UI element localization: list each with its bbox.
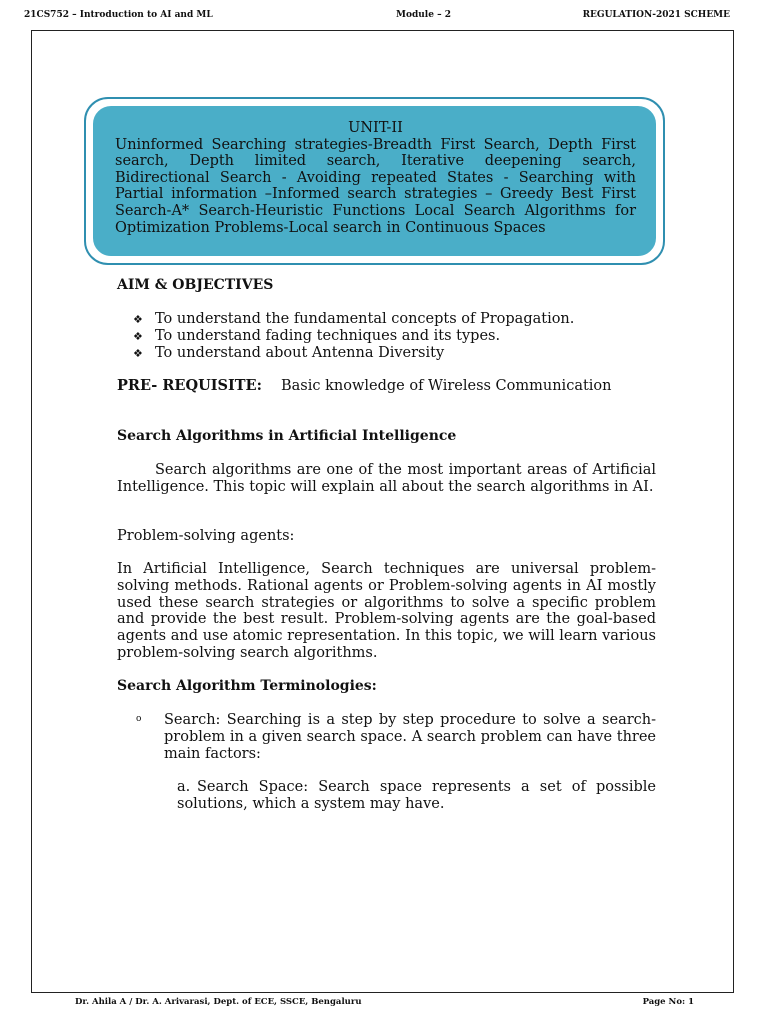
section-heading-terminologies: Search Algorithm Terminologies: — [117, 678, 377, 694]
objectives-list — [133, 311, 574, 362]
list-item — [133, 345, 574, 362]
sub-list-text: Search Space: Search space represents a set of possible solutions, which a system may have. — [177, 779, 656, 812]
circle-bullet-icon: o — [136, 714, 142, 724]
prerequisite — [117, 377, 612, 394]
prerequisite-label: PRE- REQUISITE: — [117, 377, 262, 394]
header-course-code: 21CS752 – Introduction to AI and ML — [24, 10, 213, 20]
paragraph-intro: Search algorithms are one of the most important areas of Artificial Intelligence. This topic will explain all about the search algorithms in AI. — [117, 462, 656, 495]
list-item — [133, 311, 574, 328]
sub-list-marker: a. — [177, 779, 191, 795]
diamond-bullet-icon: ❖ — [133, 347, 143, 360]
diamond-bullet-icon: ❖ — [133, 313, 143, 326]
sub-list-item-search-space — [177, 779, 656, 813]
prerequisite-value: Basic knowledge of Wireless Communication — [281, 378, 612, 394]
diamond-bullet-icon: ❖ — [133, 330, 143, 343]
objective-text: To understand fading techniques and its types. — [155, 328, 501, 344]
paragraph-search-techniques: In Artificial Intelligence, Search techniques are universal problem-solving methods. Rational agents or Problem-solving agents in AI mostly used these search strategies or algorithms to solve a specific problem and provide the best result. Problem-solving agents are the goal-based agents and use atomic representation. In this topic, we will learn various problem-solving search algorithms. — [117, 561, 656, 661]
objective-text: To understand the fundamental concepts of Propagation. — [155, 311, 575, 327]
footer-authors: Dr. Ahila A / Dr. A. Arivarasi, Dept. of ECE, SSCE, Bengaluru — [75, 997, 362, 1007]
paragraph-problem-solving-agents: Problem-solving agents: — [117, 528, 295, 544]
header-regulation: REGULATION-2021 SCHEME — [582, 10, 730, 20]
unit-title: UNIT-II — [348, 120, 403, 136]
list-item — [133, 328, 574, 345]
objective-text: To understand about Antenna Diversity — [155, 345, 445, 361]
aim-heading: AIM & OBJECTIVES — [117, 277, 274, 293]
list-item-search: Search: Searching is a step by step procedure to solve a search-problem in a given search space. A search problem can have three main factors: — [164, 712, 656, 762]
section-heading-search-algorithms: Search Algorithms in Artificial Intelligence — [117, 428, 457, 444]
unit-description: Uninformed Searching strategies-Breadth First Search, Depth First search, Depth limited search, Iterative deepening search, Bidirectional Search - Avoiding repeated States - Searching with Partial information –Informed search strategies – Greedy Best First Search-A* Search-Heuristic Functions Local Search Algorithms for Optimization Problems-Local search in Continuous Spaces — [115, 136, 636, 236]
unit-box-inner — [91, 104, 658, 258]
footer-page-number: Page No: 1 — [642, 997, 694, 1007]
unit-box — [84, 97, 665, 265]
header-module: Module – 2 — [396, 10, 451, 20]
